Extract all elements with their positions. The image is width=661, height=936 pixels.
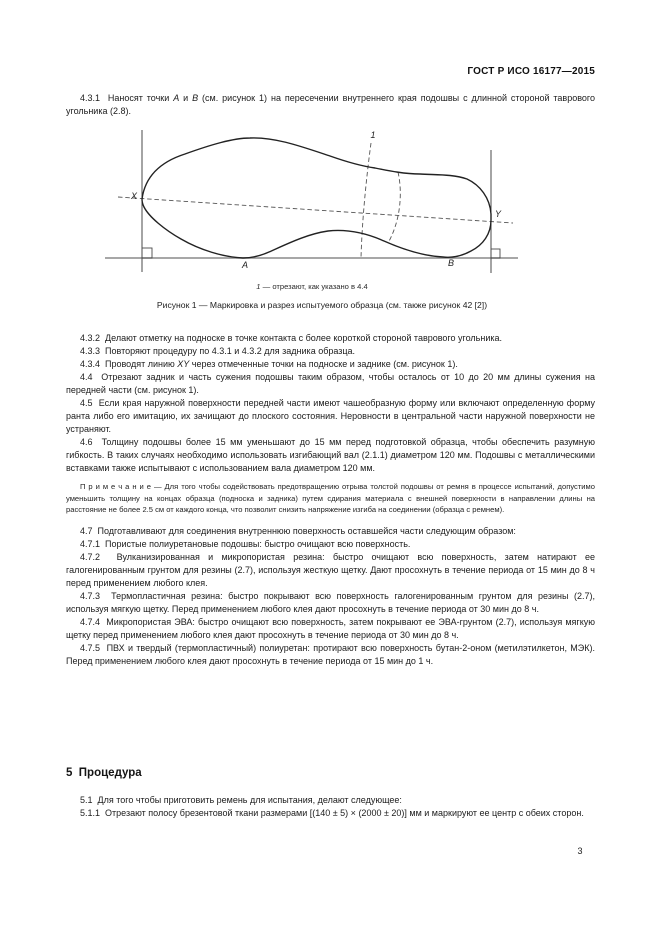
para-4-7 (66, 525, 595, 538)
text-run: 4.7.5 ПВХ и твердый (термопластичный) полиуретан: протирают всю поверхность бутан-2-оном (метилэтилкетон, МЭК). Перед применением любого клея дают просохнуть в течение периода от 15 мин до 1 ч. (66, 642, 595, 666)
text-run: 4.3.1 Наносят точки (80, 93, 174, 103)
para-4-3-3 (66, 345, 595, 358)
para-4-3-4 (66, 358, 595, 371)
figure-footnote (66, 282, 558, 291)
text-run: и (179, 93, 193, 103)
text-run: 4.3.2 Делают отметку на подноске в точке контакта с более короткой стороной таврового угольника. (80, 333, 502, 343)
sole-outline (142, 138, 491, 258)
para-4-5 (66, 397, 595, 436)
text-run: XY (177, 359, 190, 369)
text-run: 4.7.4 Микропористая ЭВА: быстро очищают всю поверхность, затем покрывают ее ЭВА-грунтом (2.7), используя мягкую щетку перед применением любого клея дают просохнуть в течение периода от 30 мин до 8 ч. (66, 616, 595, 640)
para-4-3-2 (66, 332, 595, 345)
right-angle-marker-right (491, 249, 500, 258)
para-5-1-1 (66, 807, 595, 820)
text-run: В (192, 93, 199, 103)
section-5-heading: 5 Процедура (66, 767, 142, 779)
para-5-1 (66, 794, 595, 807)
text-run: 4.7.1 Пористые полиуретановые подошвы: быстро очищают всю поверхность. (80, 538, 411, 549)
text-run: 4.3.3 Повторяют процедуру по 4.3.1 и 4.3.2 для задника образца. (80, 346, 356, 356)
figure-footnote-number: 1 (256, 282, 261, 291)
text-run: 4.6 Толщину подошвы более 15 мм уменьшают до 15 мм перед подготовкой образца, чтобы обеспечить разумную гибкость. В таких случаях необходимо использовать изгибающий вал (2.1.1) диаметром 120 мм. Подошвы с металлическими вставками также испытывают с использованием вала диаметром 120 мм. (66, 437, 595, 473)
figure-caption: Рисунок 1 — Маркировка и разрез испытуемого образца (см. также рисунок 42 [2]) (156, 300, 488, 310)
right-angle-marker-left (142, 248, 152, 258)
para-4-4 (66, 371, 595, 397)
figure-footnote-text: — отрезают, как указано в 4.4 (260, 282, 368, 291)
para-4-3-1 (66, 92, 595, 118)
label-callout-1: 1 (370, 130, 376, 140)
para-4-7-3 (66, 590, 595, 616)
text-run: 4.5 Если края наружной поверхности передней части имеют чашеобразную форму или включают определенную форму ранта либо его имитацию, их зачищают до плоского состояния. Неровности в центральной части наружной поверхности не устраняют. (66, 398, 595, 434)
para-4-7-5 (66, 642, 595, 668)
text-run: 4.7 Подготавливают для соединения внутреннюю поверхность оставшейся части следующим образом: (80, 525, 516, 536)
text-run: П р и м е ч а н и е — Для того чтобы содействовать предотвращению отрыва толстой подошвы от ремня в процессе испытаний, допустимо уменьшить толщину на концах образца (подноска и задника) путем сдирания материала с внешней поверхности в направлении длины на расстояние не более 2.5 см от каждого конца, что позволит снизить напряжение изгиба на соединении (образца с ремнем). (66, 482, 595, 514)
intro-paragraphs (66, 92, 595, 118)
para-4-7-1 (66, 538, 595, 551)
text-run: через отмеченные точки на подноске и заднике (см. рисунок 1). (189, 359, 458, 369)
xy-dashed-line (118, 197, 513, 223)
page-number: 3 (577, 846, 583, 856)
text-run: А (173, 93, 180, 103)
page-header: ГОСТ Р ИСО 16177—2015 (467, 66, 595, 77)
label-y: Y (495, 209, 502, 219)
para-note (66, 481, 595, 516)
text-run: 4.4 Отрезают задник и часть сужения подошвы таким образом, чтобы осталось от 10 до 20 мм длины сужения на передней части (см. рисунок 1). (66, 372, 595, 395)
text-run: 5.1.1 Отрезают полосу брезентовой ткани размерами [(140 ± 5) × (2000 ± 20)] мм и маркируют ее центр с обеих сторон. (80, 808, 584, 818)
text-run: 5.1 Для того чтобы приготовить ремень для испытания, делают следующее: (80, 795, 402, 805)
main-paragraphs (66, 332, 595, 668)
text-run: 4.7.3 Термопластичная резина: быстро покрывают всю поверхность галогенированным грунтом для резины (2.7), используя мягкую щетку. Перед применением любого клея дают просохнуть в течение периода от 30 мин до 8 ч. (66, 590, 595, 614)
para-4-7-2 (66, 551, 595, 590)
para-4-6 (66, 436, 595, 475)
figure-1-sole-diagram (85, 122, 535, 275)
cut-line-2 (388, 172, 400, 243)
label-a: A (241, 260, 249, 270)
para-4-7-4 (66, 616, 595, 642)
label-x: X (130, 191, 137, 201)
text-run: 4.3.4 Проводят линию (80, 359, 178, 369)
cut-line-1 (361, 143, 371, 258)
text-run: 4.7.2 Вулканизированная и микропористая резина: быстро очищают всю поверхность, затем натирают ее галогенированным грунтом для резины (2.7), используя жесткую щетку. Дают просохнуть в течение периода от 15 мин до 8 ч перед применением любого клея. (66, 551, 595, 588)
label-b: B (447, 258, 455, 268)
procedure-paragraphs (66, 794, 595, 820)
text-run: (см. рисунок 1) на пересечении внутреннего края подошвы с длинной стороной таврового угольника (2.8). (66, 93, 595, 116)
